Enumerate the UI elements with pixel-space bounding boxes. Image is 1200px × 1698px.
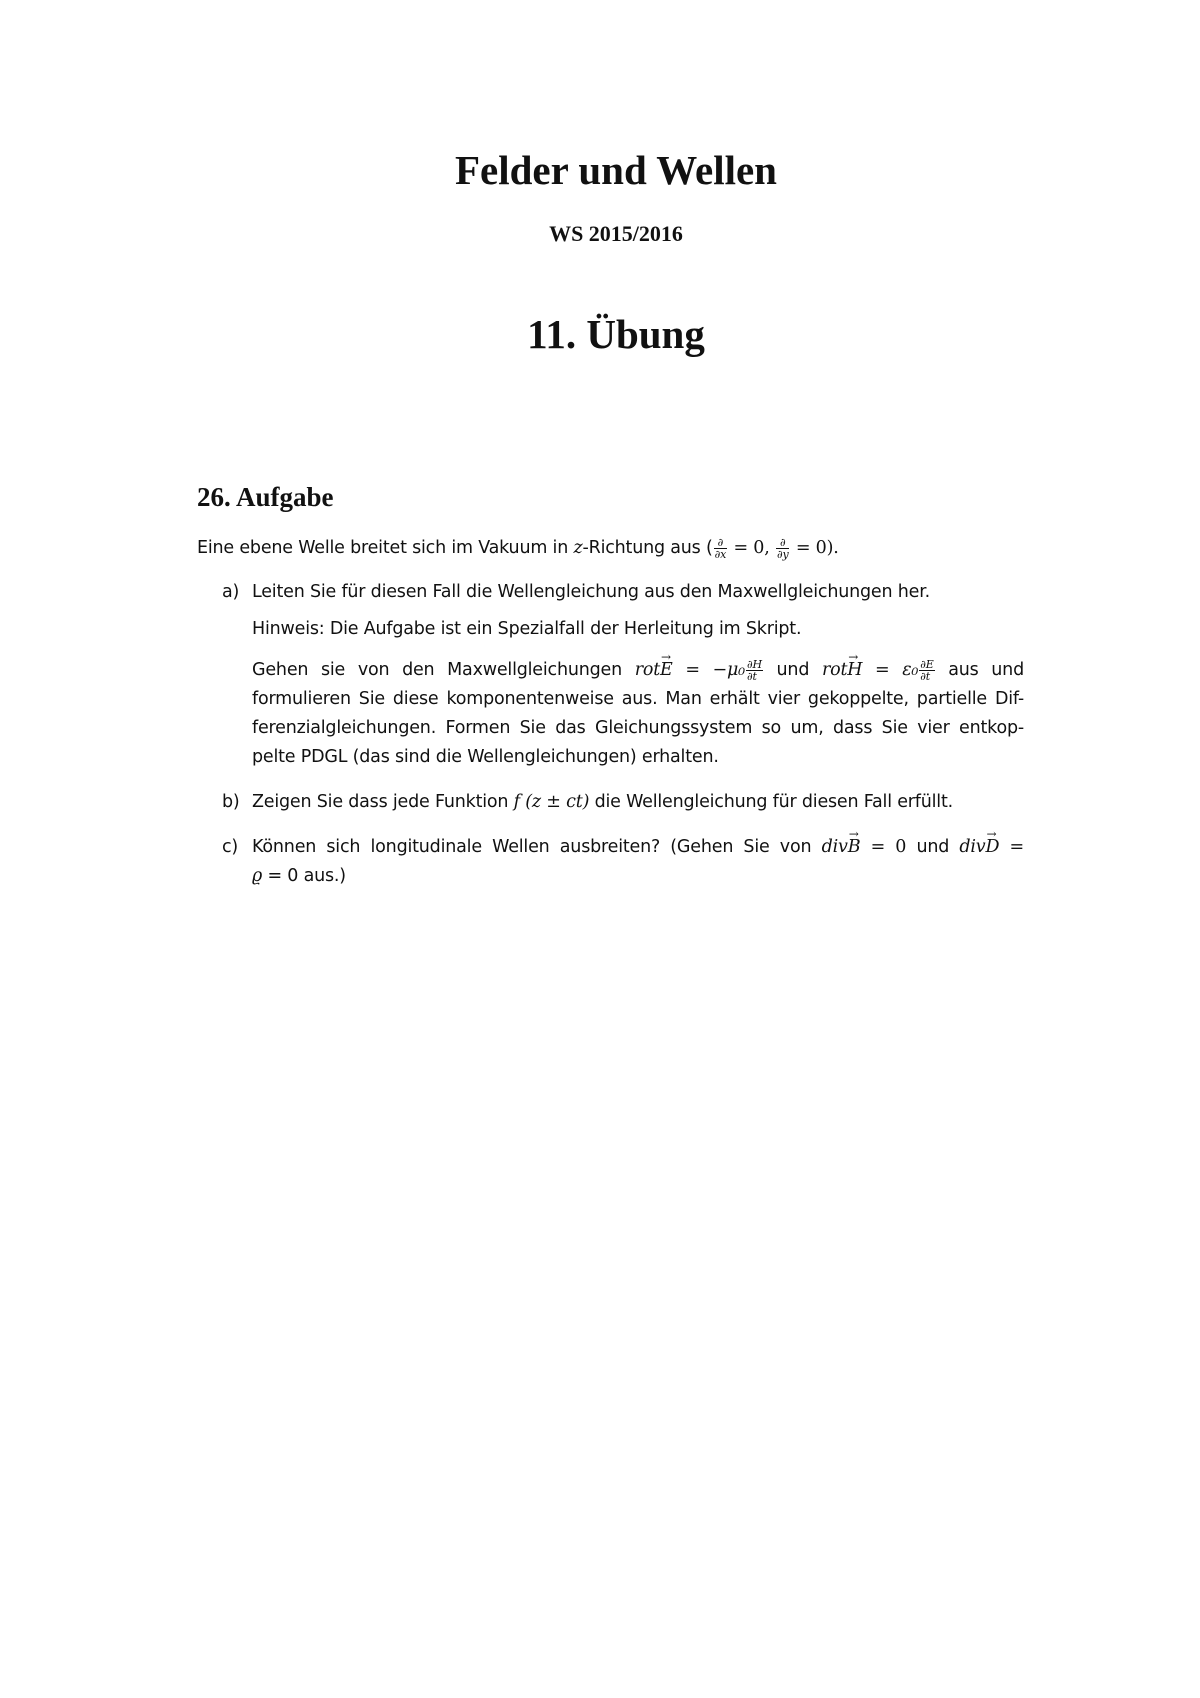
text: und <box>763 660 822 680</box>
fraction-numerator: ∂H <box>746 657 762 671</box>
item-marker: b) <box>222 792 240 812</box>
vector-e: → E <box>660 656 673 685</box>
div-operator: div <box>959 837 986 857</box>
text: Zeigen Sie dass jede Funktion <box>252 792 514 812</box>
item-a-line-4: pelte PDGL (das sind die Wellengleichungen) erhalten. <box>252 747 719 767</box>
mu-zero: μ₀ <box>726 660 745 680</box>
item-a-hint: Hinweis: Die Aufgabe ist ein Spezialfall der Herleitung im Skript. <box>252 619 802 639</box>
intro-var: z <box>573 538 583 558</box>
item-c-line-2 <box>252 862 1024 891</box>
equals-minus: = − <box>672 660 727 680</box>
text: Können sich longitudinale Wellen ausbreiten? (Gehen Sie von <box>252 837 822 857</box>
document-title: Felder und Wellen <box>455 147 777 193</box>
vector-d: → D <box>985 833 999 862</box>
de-dt-fraction <box>919 659 934 682</box>
rot-operator: rot <box>634 660 661 680</box>
item-content <box>252 578 1024 772</box>
text: aus und <box>935 660 1024 680</box>
item-marker: c) <box>222 837 239 857</box>
rot-operator: rot <box>821 660 848 680</box>
task-heading: 26. Aufgabe <box>197 482 334 512</box>
fraction-denominator: ∂x <box>714 547 727 561</box>
text: Gehen sie von den Maxwellgleichungen <box>252 660 635 680</box>
text: die Wellengleichung für diesen Fall erfüllt. <box>589 792 953 812</box>
vector-b: → B <box>848 833 861 862</box>
dh-dt-fraction <box>746 659 763 682</box>
partial-x-fraction <box>714 537 728 560</box>
fraction-numerator: ∂ <box>714 537 728 549</box>
partial-y-fraction <box>776 537 790 560</box>
wave-function: f (z ± ct) <box>513 792 590 812</box>
item-a-line-2: formulieren Sie diese komponentenweise aus. Man erhält vier gekoppelte, partielle Dif- <box>252 689 1024 709</box>
item-b-text <box>252 788 1024 817</box>
equals: = <box>862 660 903 680</box>
item-c-line-1 <box>252 833 1024 862</box>
equals-zero: = 0 <box>860 837 907 857</box>
intro-text: Eine ebene Welle breitet sich im Vakuum in <box>197 538 574 558</box>
text: = 0 aus.) <box>262 866 346 886</box>
div-operator: div <box>821 837 848 857</box>
task-intro <box>197 534 839 563</box>
epsilon-zero: ε₀ <box>902 660 919 680</box>
vector-h: → H <box>847 656 862 685</box>
item-a-line-3: ferenzialgleichungen. Formen Sie das Gleichungssystem so um, dass Sie vier entkop- <box>252 718 1024 738</box>
item-a-paragraph <box>252 656 1024 772</box>
semester-label: WS 2015/2016 <box>549 221 683 246</box>
rho-symbol: ϱ <box>252 866 263 886</box>
intro-eq-1: = 0, <box>728 538 775 558</box>
exercise-title: 11. Übung <box>527 311 705 357</box>
fraction-denominator: ∂y <box>776 547 789 561</box>
fraction-numerator: ∂E <box>920 657 934 671</box>
item-a-line-1 <box>252 656 1024 685</box>
item-marker: a) <box>222 582 240 602</box>
intro-text-2: -Richtung aus ( <box>582 538 713 558</box>
equals: = <box>999 837 1025 857</box>
fraction-denominator: ∂t <box>746 669 757 683</box>
item-content <box>252 788 1024 817</box>
fraction-denominator: ∂t <box>920 669 930 683</box>
intro-eq-2: = 0). <box>790 538 839 558</box>
item-content <box>252 833 1024 891</box>
fraction-numerator: ∂ <box>776 537 790 549</box>
text: und <box>906 837 960 857</box>
item-a-instruction: Leiten Sie für diesen Fall die Wellengleichung aus den Maxwellgleichungen her. <box>252 582 930 602</box>
